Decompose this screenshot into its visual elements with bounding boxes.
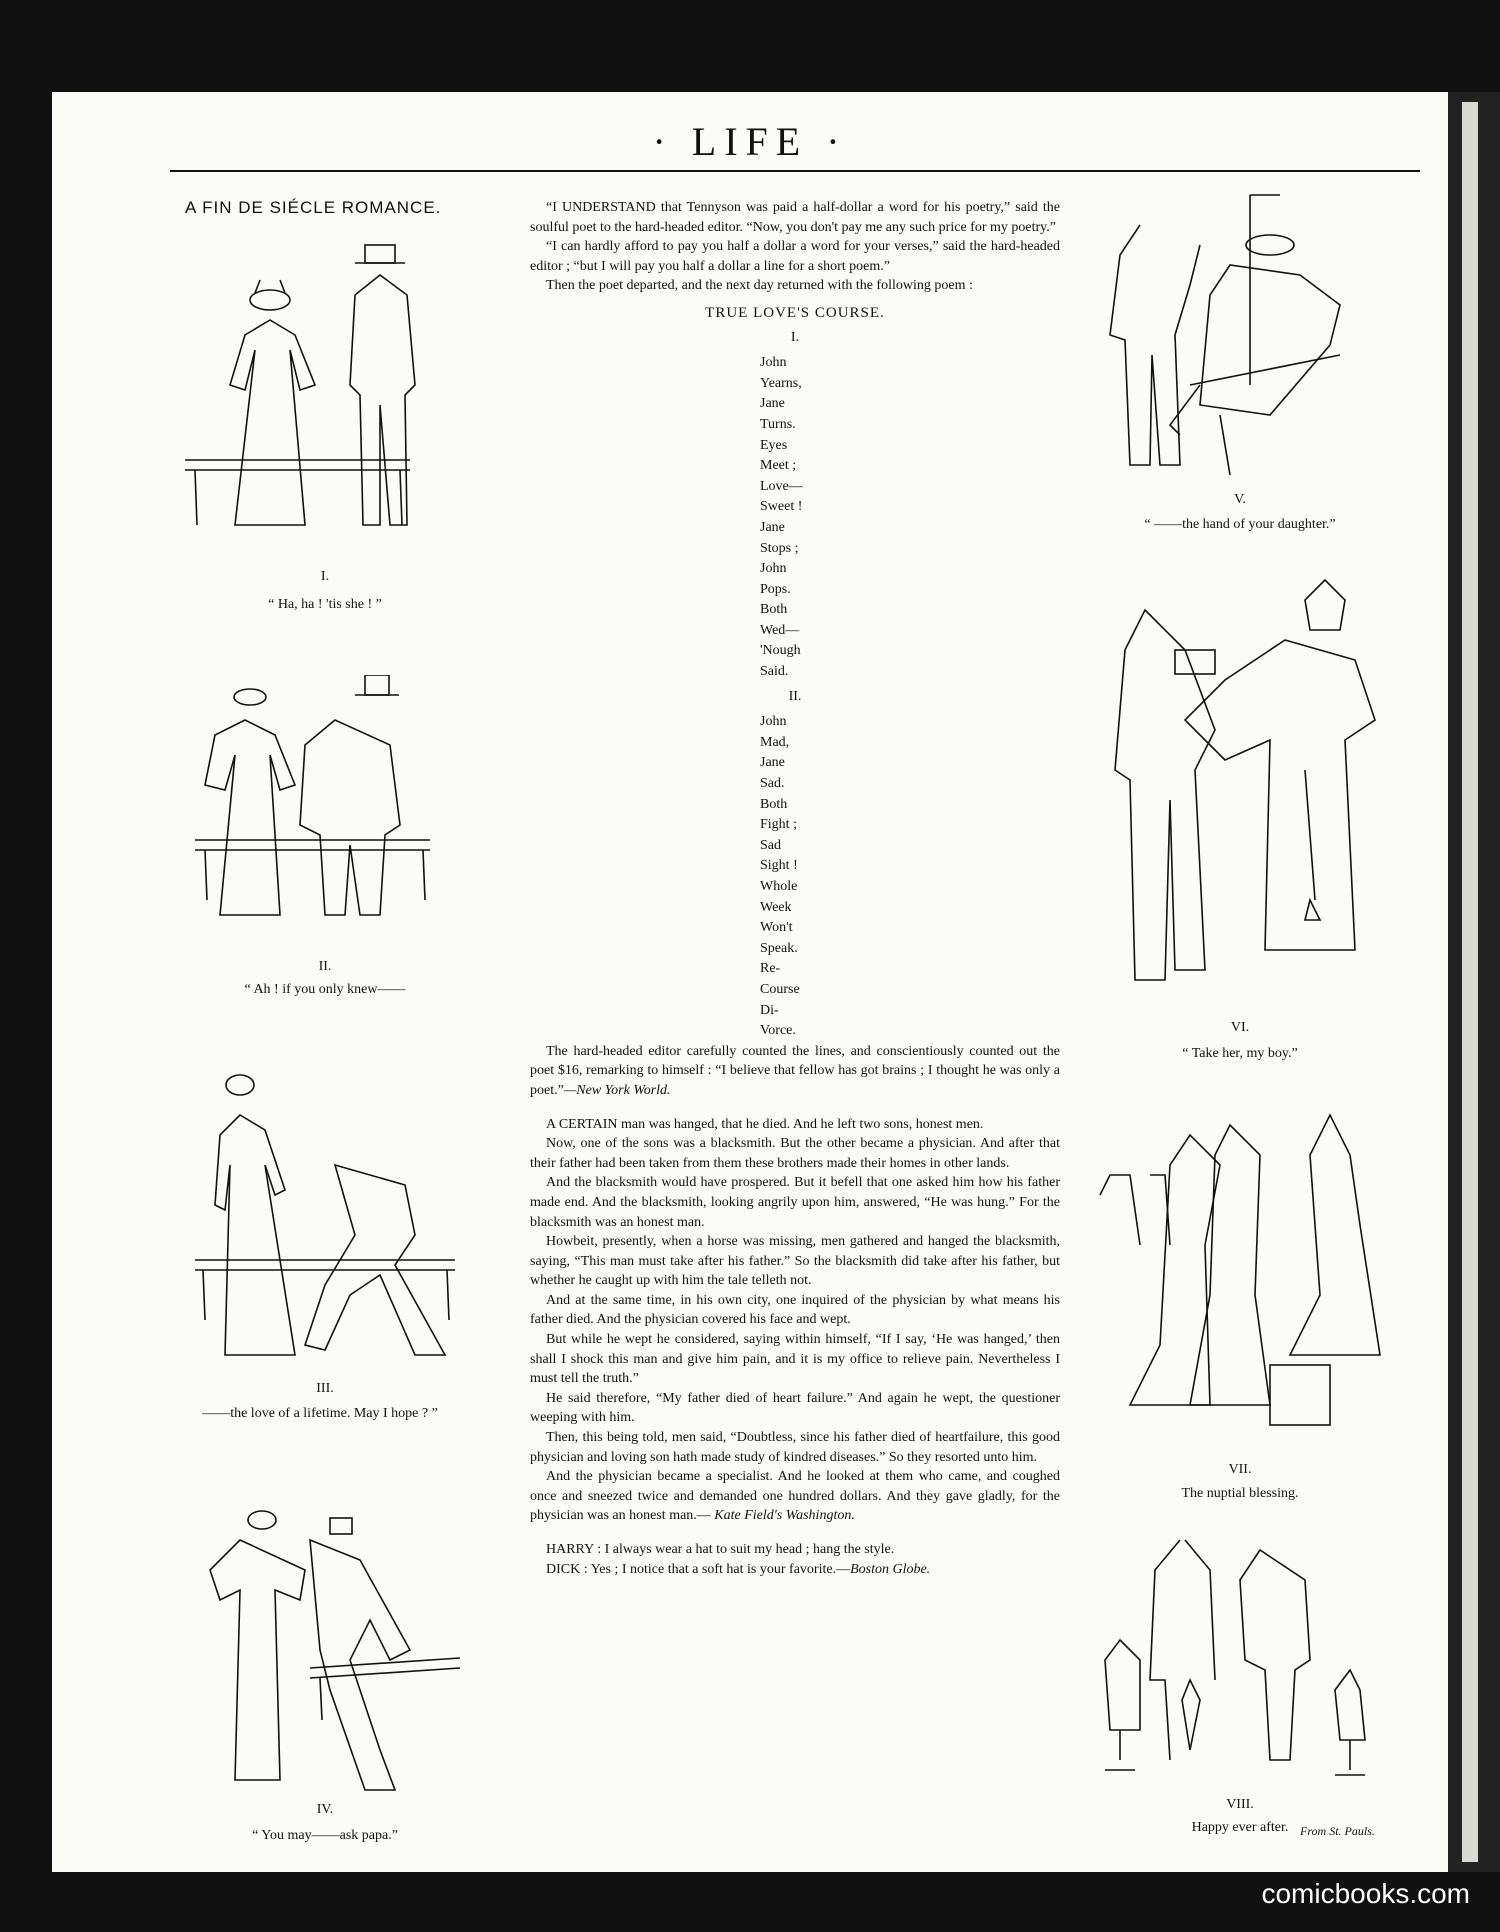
- comic-panel-6: [1105, 570, 1385, 1010]
- poem-line: Sweet !: [760, 499, 803, 515]
- poem-line: Jane: [760, 519, 785, 535]
- panel-1-caption: “ Ha, ha ! 'tis she ! ”: [268, 597, 382, 612]
- story2-paragraph: But while he wept he considered, saying within himself, “If I say, ‘He was hanged,’ then shall I shock this man and give him pain, and it is my office to relieve pain. Nevertheless I must tell the truth.”: [530, 1332, 1060, 1387]
- poem-line: Sad: [760, 837, 781, 853]
- panel-7-number: VII.: [1228, 1462, 1252, 1477]
- poem-line: Di-: [760, 1002, 779, 1018]
- story1-paragraph: “I can hardly afford to pay you half a dollar a word for your verses,” said the hard-headed editor ; “but I will pay you half a dollar a line for a short poem.”: [530, 239, 1060, 274]
- poem-line: Meet ;: [760, 458, 797, 474]
- poem-line: Yearns,: [760, 375, 802, 391]
- poem-line: Pops.: [760, 581, 791, 597]
- story2-paragraph: Howbeit, presently, when a horse was missing, men gathered and hanged the blacksmith, saying, “This man must take after his father.” So the blacksmith did take after his father, but whether he caught up with him the tale telleth not.: [530, 1234, 1060, 1289]
- poem-title: TRUE LOVE'S COURSE.: [705, 304, 885, 321]
- comic-panel-7: [1090, 1095, 1390, 1435]
- poem-line: Mad,: [760, 734, 790, 750]
- panel-3-number: III.: [316, 1381, 334, 1396]
- poem-line: Vorce.: [760, 1023, 796, 1039]
- panel-4-caption: “ You may——ask papa.”: [252, 1828, 398, 1843]
- panel-4-number: IV.: [316, 1802, 334, 1817]
- panel-6-number: VI.: [1230, 1020, 1250, 1035]
- poem-line: Both: [760, 796, 788, 812]
- facing-page-edge: [1448, 92, 1500, 1872]
- poem-part-1: [760, 353, 840, 683]
- story1-paragraph: [530, 1042, 1060, 1101]
- panel-5-caption: “ ——the hand of your daughter.”: [1144, 517, 1336, 532]
- comic-panel-1: [175, 225, 475, 555]
- comic-panel-2: [185, 675, 475, 935]
- panel-7-caption: The nuptial blessing.: [1181, 1486, 1299, 1501]
- joke-line: HARRY : I always wear a hat to suit my head ; hang the style.: [546, 1542, 895, 1557]
- story2-paragraph: Now, one of the sons was a blacksmith. But the other became a physician. And after that their father had been taken from them these brothers made their homes in other lands.: [530, 1136, 1060, 1171]
- panel-3-caption: ——the love of a lifetime. May I hope ? ”: [202, 1406, 438, 1421]
- joke-line: [530, 1560, 1060, 1580]
- story2-paragraph: And the blacksmith would have prospered. But it befell that one asked him how his father made end. And the blacksmith, looking angrily upon him, answered, “He was hung.” For the blacksmith was an honest man.: [530, 1175, 1060, 1230]
- poem-line: Love—: [760, 478, 803, 494]
- comic-panel-4: [180, 1500, 480, 1800]
- poem-line: 'Nough: [760, 643, 801, 659]
- poem-line: Course: [760, 981, 800, 997]
- poem-line: Whole: [760, 879, 798, 894]
- poem-line: Eyes: [760, 437, 788, 453]
- masthead-rule: [170, 170, 1420, 172]
- poem-line: Jane: [760, 755, 785, 771]
- poem-part-1-number: I.: [790, 329, 800, 345]
- story2-paragraph: [530, 1467, 1060, 1526]
- story1-source: —New York World.: [563, 1082, 671, 1098]
- comic-title: A FIN DE SIÉCLE ROMANCE.: [185, 198, 442, 217]
- story1-ending: The hard-headed editor carefully counted the lines, and conscientiously counted out the poet $16, remarking to himself : “I believe that fellow has got brains ; I thought he was only a poet.”: [530, 1043, 1060, 1098]
- poem-line: Sight !: [760, 858, 798, 874]
- poem-line: Stops ;: [760, 540, 799, 556]
- poem-line: Said.: [760, 664, 789, 680]
- poem-line: Re-: [760, 961, 781, 977]
- comic-credit: From St. Pauls.: [1300, 1824, 1375, 1838]
- poem-line: Jane: [760, 396, 785, 412]
- story2-paragraph: He said therefore, “My father died of heart failure.” And again he wept, the questioner weeping with him.: [530, 1390, 1060, 1426]
- panel-8-caption: Happy ever after.: [1191, 1820, 1289, 1835]
- panel-8-number: VIII.: [1226, 1797, 1254, 1812]
- comic-panel-3: [185, 1055, 475, 1375]
- joke-source: Boston Globe.: [850, 1561, 931, 1577]
- panel-5-number: V.: [1234, 492, 1246, 507]
- panel-6-caption: “ Take her, my boy.”: [1182, 1046, 1298, 1061]
- panel-1-number: I.: [320, 569, 330, 584]
- magazine-masthead: · LIFE ·: [652, 119, 848, 164]
- panel-2-number: II.: [318, 959, 332, 974]
- panel-2-caption: “ Ah ! if you only knew——: [244, 982, 406, 997]
- poem-part-2-number: II.: [788, 688, 802, 704]
- poem-line: Turns.: [760, 416, 796, 432]
- text-column: [530, 198, 1060, 1579]
- poem-part-2: [760, 712, 840, 1042]
- watermark: comicbooks.com: [1261, 1878, 1470, 1909]
- joke-line-2: DICK : Yes ; I notice that a soft hat is your favorite.—: [546, 1561, 851, 1577]
- poem-line: Both: [760, 602, 788, 618]
- poem-line: Wed—: [760, 622, 800, 638]
- poem-line: John: [760, 714, 787, 730]
- story1-paragraph: “I UNDERSTAND that Tennyson was paid a half-dollar a word for his poetry,” said the soulful poet to the hard-headed editor. “Now, you don't pay me any such price for my poetry.”: [530, 200, 1060, 235]
- poem-line: Won't: [760, 920, 793, 936]
- story1-paragraph: Then the poet departed, and the next day returned with the following poem :: [546, 278, 973, 294]
- poem-line: John: [760, 355, 787, 371]
- story2-paragraph: Then, this being told, men said, “Doubtless, since his father died of heartfailure, this good physician and loving son hath made study of kindred diseases.” So they resorted unto him.: [530, 1430, 1060, 1465]
- poem-line: Speak.: [760, 940, 798, 956]
- poem-line: Fight ;: [760, 817, 797, 833]
- story2-source: Kate Field's Washington.: [714, 1508, 855, 1524]
- comic-panel-8: [1090, 1530, 1390, 1790]
- story2-paragraph: A CERTAIN man was hanged, that he died. And he left two sons, honest men.: [546, 1116, 984, 1132]
- poem-line: Sad.: [760, 776, 785, 792]
- story2-paragraph: And at the same time, in his own city, one inquired of the physician by what means his father died. And the physician covered his face and wept.: [530, 1292, 1060, 1328]
- story2-ending: And the physician became a specialist. And he looked at them who came, and coughed once and sneezed twice and demanded one hundred dollars. And they gave gladly, for the physician was an honest man.—: [530, 1469, 1060, 1524]
- comic-panel-5: [1090, 185, 1390, 485]
- poem-line: John: [760, 561, 787, 577]
- poem-line: Week: [760, 899, 792, 915]
